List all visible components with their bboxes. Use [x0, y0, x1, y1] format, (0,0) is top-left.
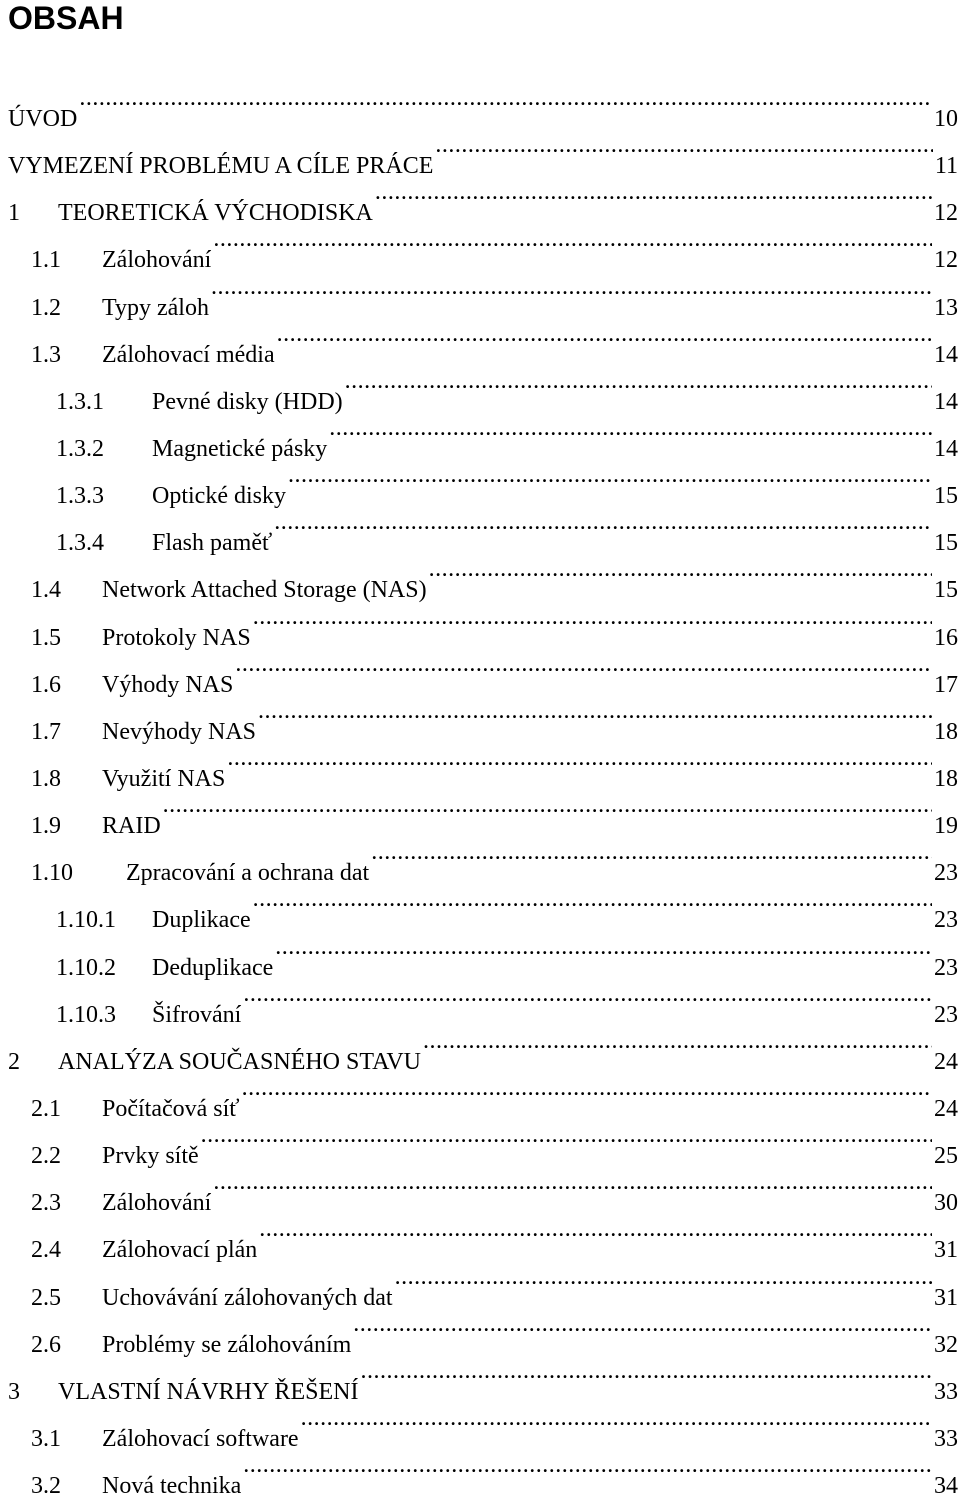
toc-entry-number: 3.2	[31, 1473, 61, 1500]
toc-entry-title: Flash paměť	[152, 530, 273, 557]
toc-entry-title: ANALÝZA SOUČASNÉHO STAVU	[58, 1048, 421, 1075]
toc-entry-page: 18	[934, 765, 958, 792]
toc-entry[interactable]	[0, 935, 960, 982]
toc-entry-number: 2.5	[31, 1284, 61, 1311]
toc-entry-title: Využití NAS	[102, 765, 226, 792]
toc-entry-page: 25	[934, 1143, 958, 1170]
toc-entry[interactable]	[0, 322, 960, 369]
dot-leader	[243, 982, 932, 1022]
toc-entry-number: 2.4	[31, 1237, 61, 1264]
toc-entry-number: 3	[8, 1378, 20, 1405]
toc-entry-page: 14	[934, 435, 958, 462]
toc-entry[interactable]	[0, 86, 960, 133]
dot-leader	[253, 887, 932, 927]
toc-entry[interactable]	[0, 1217, 960, 1264]
toc-entry-page: 11	[934, 153, 958, 180]
toc-entry[interactable]	[0, 1312, 960, 1359]
toc-entry-number: 1.3.1	[56, 388, 104, 415]
toc-entry-page: 18	[934, 718, 958, 745]
toc-entry-page: 15	[934, 483, 958, 510]
dot-leader	[277, 322, 932, 362]
page-title: OBSAH	[8, 0, 124, 36]
dot-leader	[353, 1312, 932, 1352]
toc-entry-number: 1.3	[31, 341, 61, 368]
toc-entry-page: 33	[934, 1425, 958, 1452]
dot-leader	[79, 86, 932, 126]
dot-leader	[329, 416, 932, 456]
toc-entry-title: Nevýhody NAS	[102, 718, 256, 745]
toc-entry-number: 1.10	[31, 860, 73, 887]
toc-entry-number: 1.10.3	[56, 1001, 116, 1028]
dot-leader	[259, 1217, 932, 1257]
toc-entry-title: Zálohovací software	[102, 1425, 299, 1452]
toc-entry-title: Zpracování a ochrana dat	[126, 860, 370, 887]
toc-entry-number: 1.3.3	[56, 483, 104, 510]
toc-entry-page: 23	[934, 860, 958, 887]
dot-leader	[213, 227, 932, 267]
toc-entry-number: 1.1	[31, 247, 61, 274]
toc-entry[interactable]	[0, 1029, 960, 1076]
toc-entry-number: 3.1	[31, 1425, 61, 1452]
toc-entry-number: 2.6	[31, 1331, 61, 1358]
toc-entry-title: Network Attached Storage (NAS)	[102, 577, 427, 604]
dot-leader	[395, 1265, 932, 1305]
toc-entry-page: 15	[934, 530, 958, 557]
toc-entry-title: Deduplikace	[152, 954, 274, 981]
toc-entry[interactable]	[0, 982, 960, 1029]
toc-entry[interactable]	[0, 1170, 960, 1217]
toc-entry-number: 1.2	[31, 294, 61, 321]
toc-entry-page: 23	[934, 954, 958, 981]
toc-entry[interactable]	[0, 1359, 960, 1406]
toc-entry-number: 2	[8, 1048, 20, 1075]
toc-entry-title: ÚVOD	[8, 106, 78, 132]
toc-entry-page: 24	[934, 1048, 958, 1075]
toc-entry-number: 1.8	[31, 765, 61, 792]
toc-entry[interactable]	[0, 699, 960, 746]
toc-entry-page: 14	[934, 388, 958, 415]
toc-entry[interactable]	[0, 1123, 960, 1170]
toc-entry-title: Problémy se zálohováním	[102, 1331, 352, 1358]
toc-entry-number: 1.3.2	[56, 435, 104, 462]
table-of-contents	[0, 86, 960, 1500]
toc-entry-title: Zálohovací média	[102, 341, 275, 368]
toc-entry[interactable]	[0, 463, 960, 510]
dot-leader	[435, 133, 933, 173]
toc-entry-title: Protokoly NAS	[102, 624, 251, 651]
toc-entry-page: 17	[934, 671, 958, 698]
toc-entry[interactable]	[0, 557, 960, 604]
toc-entry[interactable]	[0, 887, 960, 934]
toc-entry-title: Zálohování	[102, 1190, 212, 1217]
dot-leader	[345, 369, 932, 409]
dot-leader	[201, 1123, 932, 1163]
dot-leader	[274, 510, 932, 550]
dot-leader	[429, 557, 932, 597]
dot-leader	[243, 1453, 932, 1493]
toc-entry-title: VLASTNÍ NÁVRHY ŘEŠENÍ	[58, 1378, 359, 1405]
toc-entry-title: Počítačová síť	[102, 1095, 240, 1122]
toc-entry[interactable]	[0, 793, 960, 840]
toc-entry-page: 33	[934, 1378, 958, 1405]
toc-entry[interactable]	[0, 416, 960, 463]
dot-leader	[360, 1359, 932, 1399]
toc-entry-page: 34	[934, 1473, 958, 1500]
toc-entry-page: 15	[934, 577, 958, 604]
toc-entry[interactable]	[0, 510, 960, 557]
toc-entry-number: 2.1	[31, 1095, 61, 1122]
toc-entry-number: 1.6	[31, 671, 61, 698]
toc-entry-page: 31	[934, 1284, 958, 1311]
dot-leader	[288, 463, 932, 503]
toc-entry-page: 13	[934, 294, 958, 321]
toc-entry-title: Nová technika	[102, 1473, 242, 1500]
toc-entry[interactable]	[0, 1076, 960, 1123]
toc-entry-page: 23	[934, 1001, 958, 1028]
toc-entry-page: 19	[934, 813, 958, 840]
toc-entry-number: 1.10.2	[56, 954, 116, 981]
toc-entry-title: Typy záloh	[102, 294, 209, 321]
dot-leader	[371, 840, 932, 880]
toc-entry-page: 10	[934, 106, 958, 132]
toc-entry-title: TEORETICKÁ VÝCHODISKA	[58, 200, 373, 227]
dot-leader	[423, 1029, 932, 1069]
toc-entry-title: Prvky sítě	[102, 1143, 199, 1170]
toc-entry-page: 14	[934, 341, 958, 368]
toc-entry-title: Zálohovací plán	[102, 1237, 258, 1264]
toc-entry[interactable]	[0, 746, 960, 793]
toc-entry-title: Magnetické pásky	[152, 435, 328, 462]
toc-entry-number: 1.9	[31, 813, 61, 840]
toc-entry-title: Šifrování	[152, 1001, 242, 1028]
dot-leader	[242, 1076, 932, 1116]
dot-leader	[235, 652, 932, 692]
toc-entry-page: 32	[934, 1331, 958, 1358]
toc-entry-page: 16	[934, 624, 958, 651]
dot-leader	[213, 1170, 932, 1210]
toc-entry-number: 1.4	[31, 577, 61, 604]
toc-entry-number: 1.5	[31, 624, 61, 651]
toc-entry[interactable]	[0, 652, 960, 699]
toc-entry-page: 12	[934, 200, 958, 227]
toc-entry-number: 2.2	[31, 1143, 61, 1170]
toc-entry-title: Optické disky	[152, 483, 286, 510]
toc-entry[interactable]	[0, 605, 960, 652]
toc-entry-title: Zálohování	[102, 247, 212, 274]
toc-entry[interactable]	[0, 275, 960, 322]
toc-entry-title: Duplikace	[152, 907, 251, 934]
toc-entry-title: Pevné disky (HDD)	[152, 388, 343, 415]
toc-entry[interactable]	[0, 840, 960, 887]
toc-entry-title: RAID	[102, 813, 161, 840]
toc-entry-number: 1.10.1	[56, 907, 116, 934]
toc-entry[interactable]	[0, 1265, 960, 1312]
toc-entry-number: 2.3	[31, 1190, 61, 1217]
dot-leader	[301, 1406, 932, 1446]
toc-entry[interactable]	[0, 180, 960, 227]
toc-entry-title: Výhody NAS	[102, 671, 234, 698]
toc-entry-page: 24	[934, 1095, 958, 1122]
toc-entry-page: 23	[934, 907, 958, 934]
toc-entry[interactable]	[0, 1406, 960, 1453]
toc-entry-title: VYMEZENÍ PROBLÉMU A CÍLE PRÁCE	[8, 153, 434, 180]
toc-entry-number: 1.3.4	[56, 530, 104, 557]
dot-leader	[163, 793, 932, 833]
dot-leader	[227, 746, 932, 786]
toc-entry-page: 30	[934, 1190, 958, 1217]
toc-entry-page: 12	[934, 247, 958, 274]
toc-entry-number: 1.7	[31, 718, 61, 745]
dot-leader	[211, 275, 932, 315]
dot-leader	[275, 935, 932, 975]
toc-entry[interactable]	[0, 1453, 960, 1500]
toc-entry[interactable]	[0, 227, 960, 274]
toc-entry[interactable]	[0, 369, 960, 416]
dot-leader	[253, 605, 932, 645]
toc-entry-number: 1	[8, 200, 20, 227]
dot-leader	[258, 699, 932, 739]
toc-entry-title: Uchovávání zálohovaných dat	[102, 1284, 393, 1311]
toc-entry-page: 31	[934, 1237, 958, 1264]
dot-leader	[375, 180, 932, 220]
toc-entry[interactable]	[0, 133, 960, 180]
